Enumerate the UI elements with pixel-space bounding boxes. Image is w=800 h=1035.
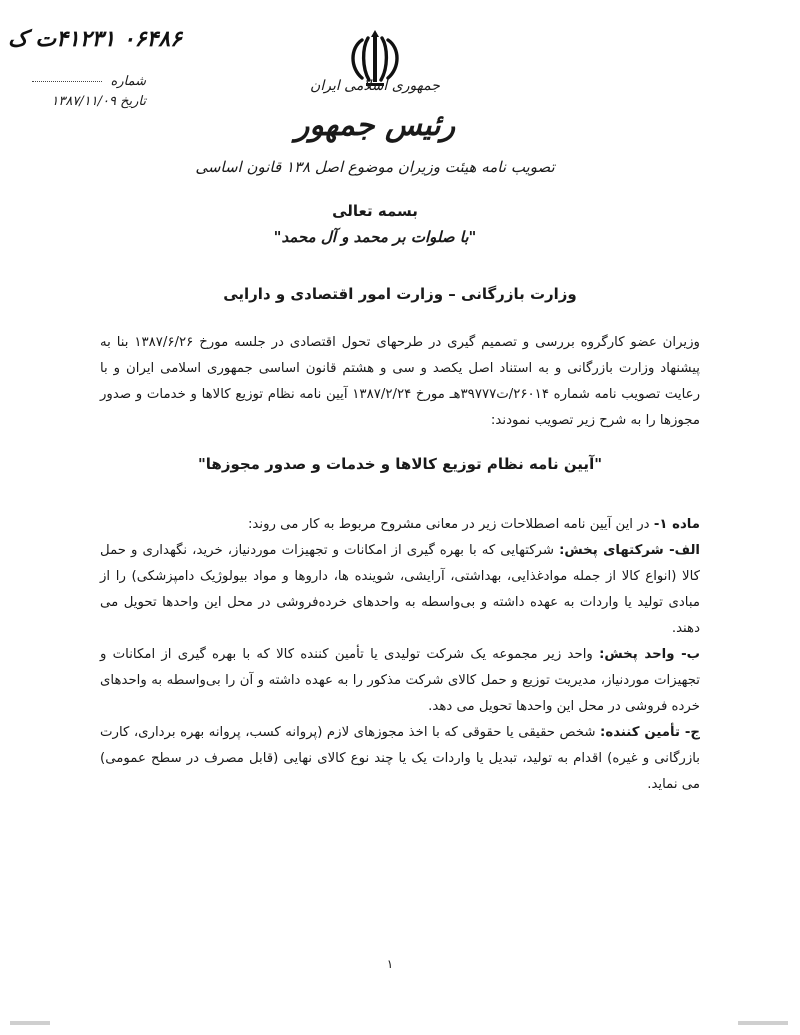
article-1 [100,512,700,538]
definition-text: واحد زیر مجموعه یک شرکت تولیدی یا تأمین کننده کالا که با بهره گیری از امکانات و تجهیزات موردنیاز، مدیریت توزیع و حمل کالای شرکت مذکور را به عهده داشته و آن را بی‌واسطه به واحدهای خرده فروشی در محل این واحدها تحویل می دهد. [100,647,700,714]
salawat-line: "با صلوات بر محمد و آل محمد" [273,228,477,246]
definition-item [100,720,700,798]
regulation-body [100,512,700,798]
article-1-label: ماده ۱- [653,517,700,532]
definition-term: ب- واحد پخش: [599,647,700,662]
scan-edge-mark [10,1021,50,1025]
definition-item [100,642,700,720]
scan-edge-mark [738,1021,788,1025]
letter-number-handwritten: ۰۶۴۸۶ ۴۱۲۳۱ت ک [8,26,182,52]
regulation-title: "آیین نامه نظام توزیع کالاها و خدمات و صدور مجوزها" [197,455,603,473]
header-country-title: جمهوری اسلامی ایران [310,78,440,94]
intro-paragraph: وزیران عضو کارگروه بررسی و تصمیم گیری در طرحهای تحول اقتصادی در جلسه مورخ ۱۳۸۷/۶/۲۶ بنا به پیشنهاد وزارت بازرگانی و به استناد اصل یکصد و سی و هشتم قانون اساسی جمهوری اسلامی ایران و با رعایت تصویب نامه شماره ۲۶۰۱۴/ت۳۹۷۷۷هـ مورخ ۱۳۸۷/۲/۲۴ آیین نامه نظام توزیع کالاها و خدمات و صدور مجوزها را به شرح زیر تصویب نمودند: [100,335,701,428]
header-description: تصویب نامه هیئت وزیران موضوع اصل ۱۳۸ قانون اساسی [195,158,555,176]
definition-term: الف- شرکتهای پخش: [559,543,700,558]
letter-number-label: شماره [110,74,146,89]
letter-date-value: ۱۳۸۷/۱۱/۰۹ [51,94,116,109]
addressees-line: وزارت بازرگانی – وزارت امور اقتصادی و دارایی [223,285,577,303]
letter-date-label: تاریخ [120,94,146,109]
letter-date-row [8,94,146,109]
definition-item [100,538,700,642]
definition-term: ج- تأمین کننده: [600,725,700,740]
definition-text: شخص حقیقی یا حقوقی که با اخذ مجوزهای لازم (پروانه کسب، پروانه بهره برداری، کارت بازرگانی و غیره) اقدام به تولید، تبدیل یا واردات یک یا چند نوع کالای نهایی (قابل مصرف در سطح عمومی) می نماید. [100,725,700,792]
definition-text: شرکتهایی که با بهره گیری از امکانات و تجهیزات موردنیاز، خرید، نگهداری و حمل کالا (انواع کالا از جمله موادغذایی، بهداشتی، آرایشی، شوینده ها، داروها و مواد بیولوژیک دامپزشکی) را از مبادی تولید یا واردات به عهده داشته و بی‌واسطه به واحدهای خرده‌فروشی در محل این واحدها تحویل می دهند. [100,543,700,636]
header-office-title: رئیس جمهور [294,108,456,143]
bismillah-heading: بسمه تعالی [332,202,418,220]
article-1-text: در این آیین نامه اصطلاحات زیر در معانی مشروح مربوط به کار می روند: [247,517,654,532]
page-number: ۱ [386,957,394,971]
